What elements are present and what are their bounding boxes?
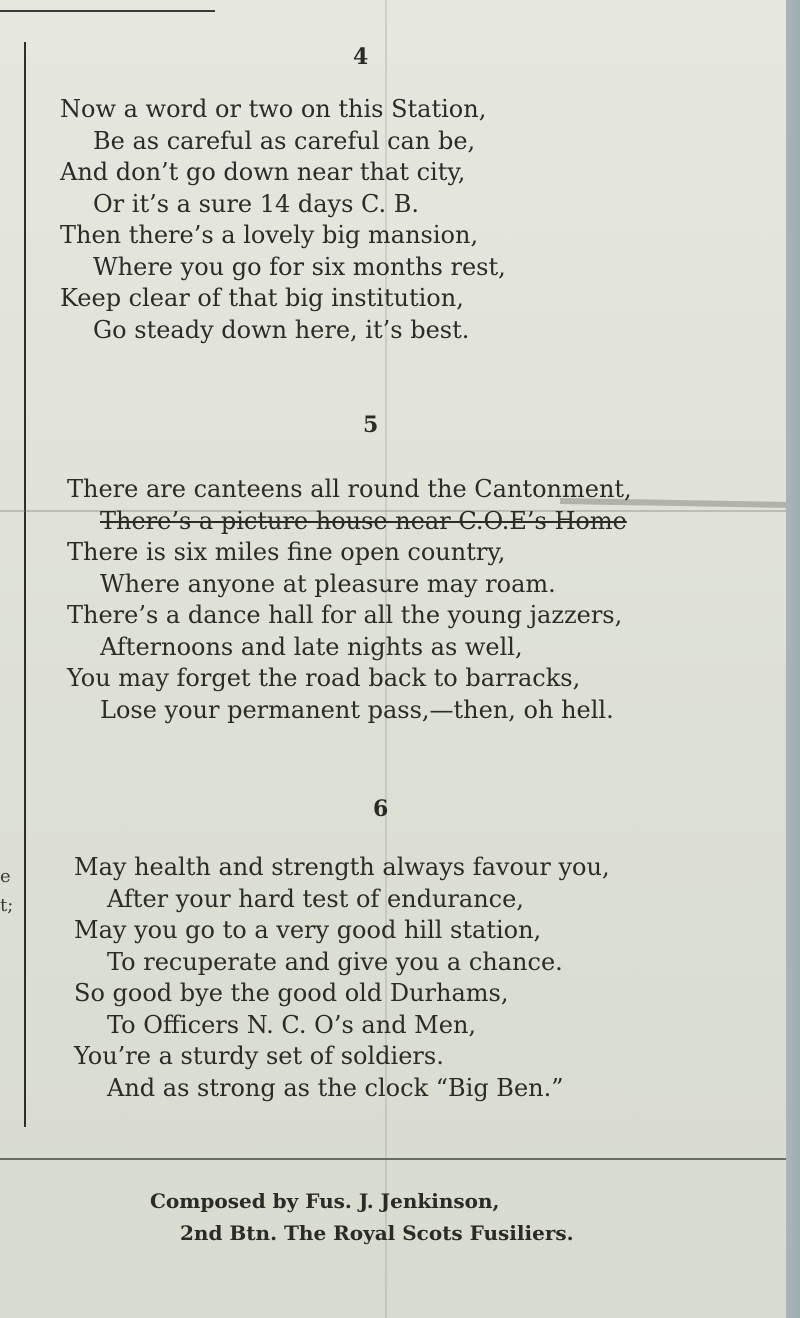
verse-line: There is six miles fine open country, (67, 538, 506, 566)
stanza-number: 6 (373, 796, 389, 822)
verse-line: May you go to a very good hill station, (74, 916, 542, 944)
verse-line: Lose your permanent pass,—then, oh hell. (100, 695, 614, 724)
verse-line: There are canteens all round the Cantonment, (67, 475, 632, 503)
verse-line: There’s a dance hall for all the young jazzers, (67, 601, 623, 629)
verse-line: Where anyone at pleasure may roam. (100, 569, 556, 598)
stanza-number: 4 (353, 44, 369, 70)
verse-line: Now a word or two on this Station, (60, 95, 487, 123)
verse-line: Go steady down here, it’s best. (93, 315, 470, 344)
verse-line: And as strong as the clock “Big Ben.” (107, 1073, 564, 1102)
background-edge (786, 0, 800, 1318)
composer-credit (150, 1185, 574, 1249)
verse-line: Afternoons and late nights as well, (100, 632, 523, 661)
stanza-4 (60, 94, 506, 346)
verse-line: And don’t go down near that city, (60, 158, 466, 186)
verse-line: You’re a sturdy set of soldiers. (74, 1042, 444, 1070)
credit-line-composer: Composed by Fus. J. Jenkinson, (150, 1189, 500, 1213)
verse-line: To Officers N. C. O’s and Men, (107, 1010, 477, 1039)
verse-line: Then there’s a lovely big mansion, (60, 221, 479, 249)
stanza-5 (67, 474, 632, 726)
margin-mark: t; (0, 895, 14, 916)
verse-line: Be as careful as careful can be, (93, 126, 476, 155)
verse-line: Or it’s a sure 14 days C. B. (93, 189, 420, 218)
verse-line: After your hard test of endurance, (107, 884, 524, 913)
credit-line-regiment: 2nd Btn. The Royal Scots Fusiliers. (180, 1221, 574, 1245)
verse-line: To recuperate and give you a chance. (107, 947, 563, 976)
stanza-6 (74, 852, 610, 1104)
verse-line: You may forget the road back to barracks, (67, 664, 581, 692)
top-rule (0, 10, 215, 12)
stanza-number: 5 (363, 412, 379, 438)
margin-mark: e (0, 866, 11, 887)
verse-line: Keep clear of that big institution, (60, 284, 464, 312)
struck-verse-line: There’s a picture house near C.O.E’s Home (100, 506, 627, 535)
bottom-rule (0, 1158, 790, 1160)
verse-line: Where you go for six months rest, (93, 252, 506, 281)
verse-line: May health and strength always favour you, (74, 853, 610, 881)
margin-vertical-rule (24, 42, 26, 1127)
verse-line: So good bye the good old Durhams, (74, 979, 509, 1007)
